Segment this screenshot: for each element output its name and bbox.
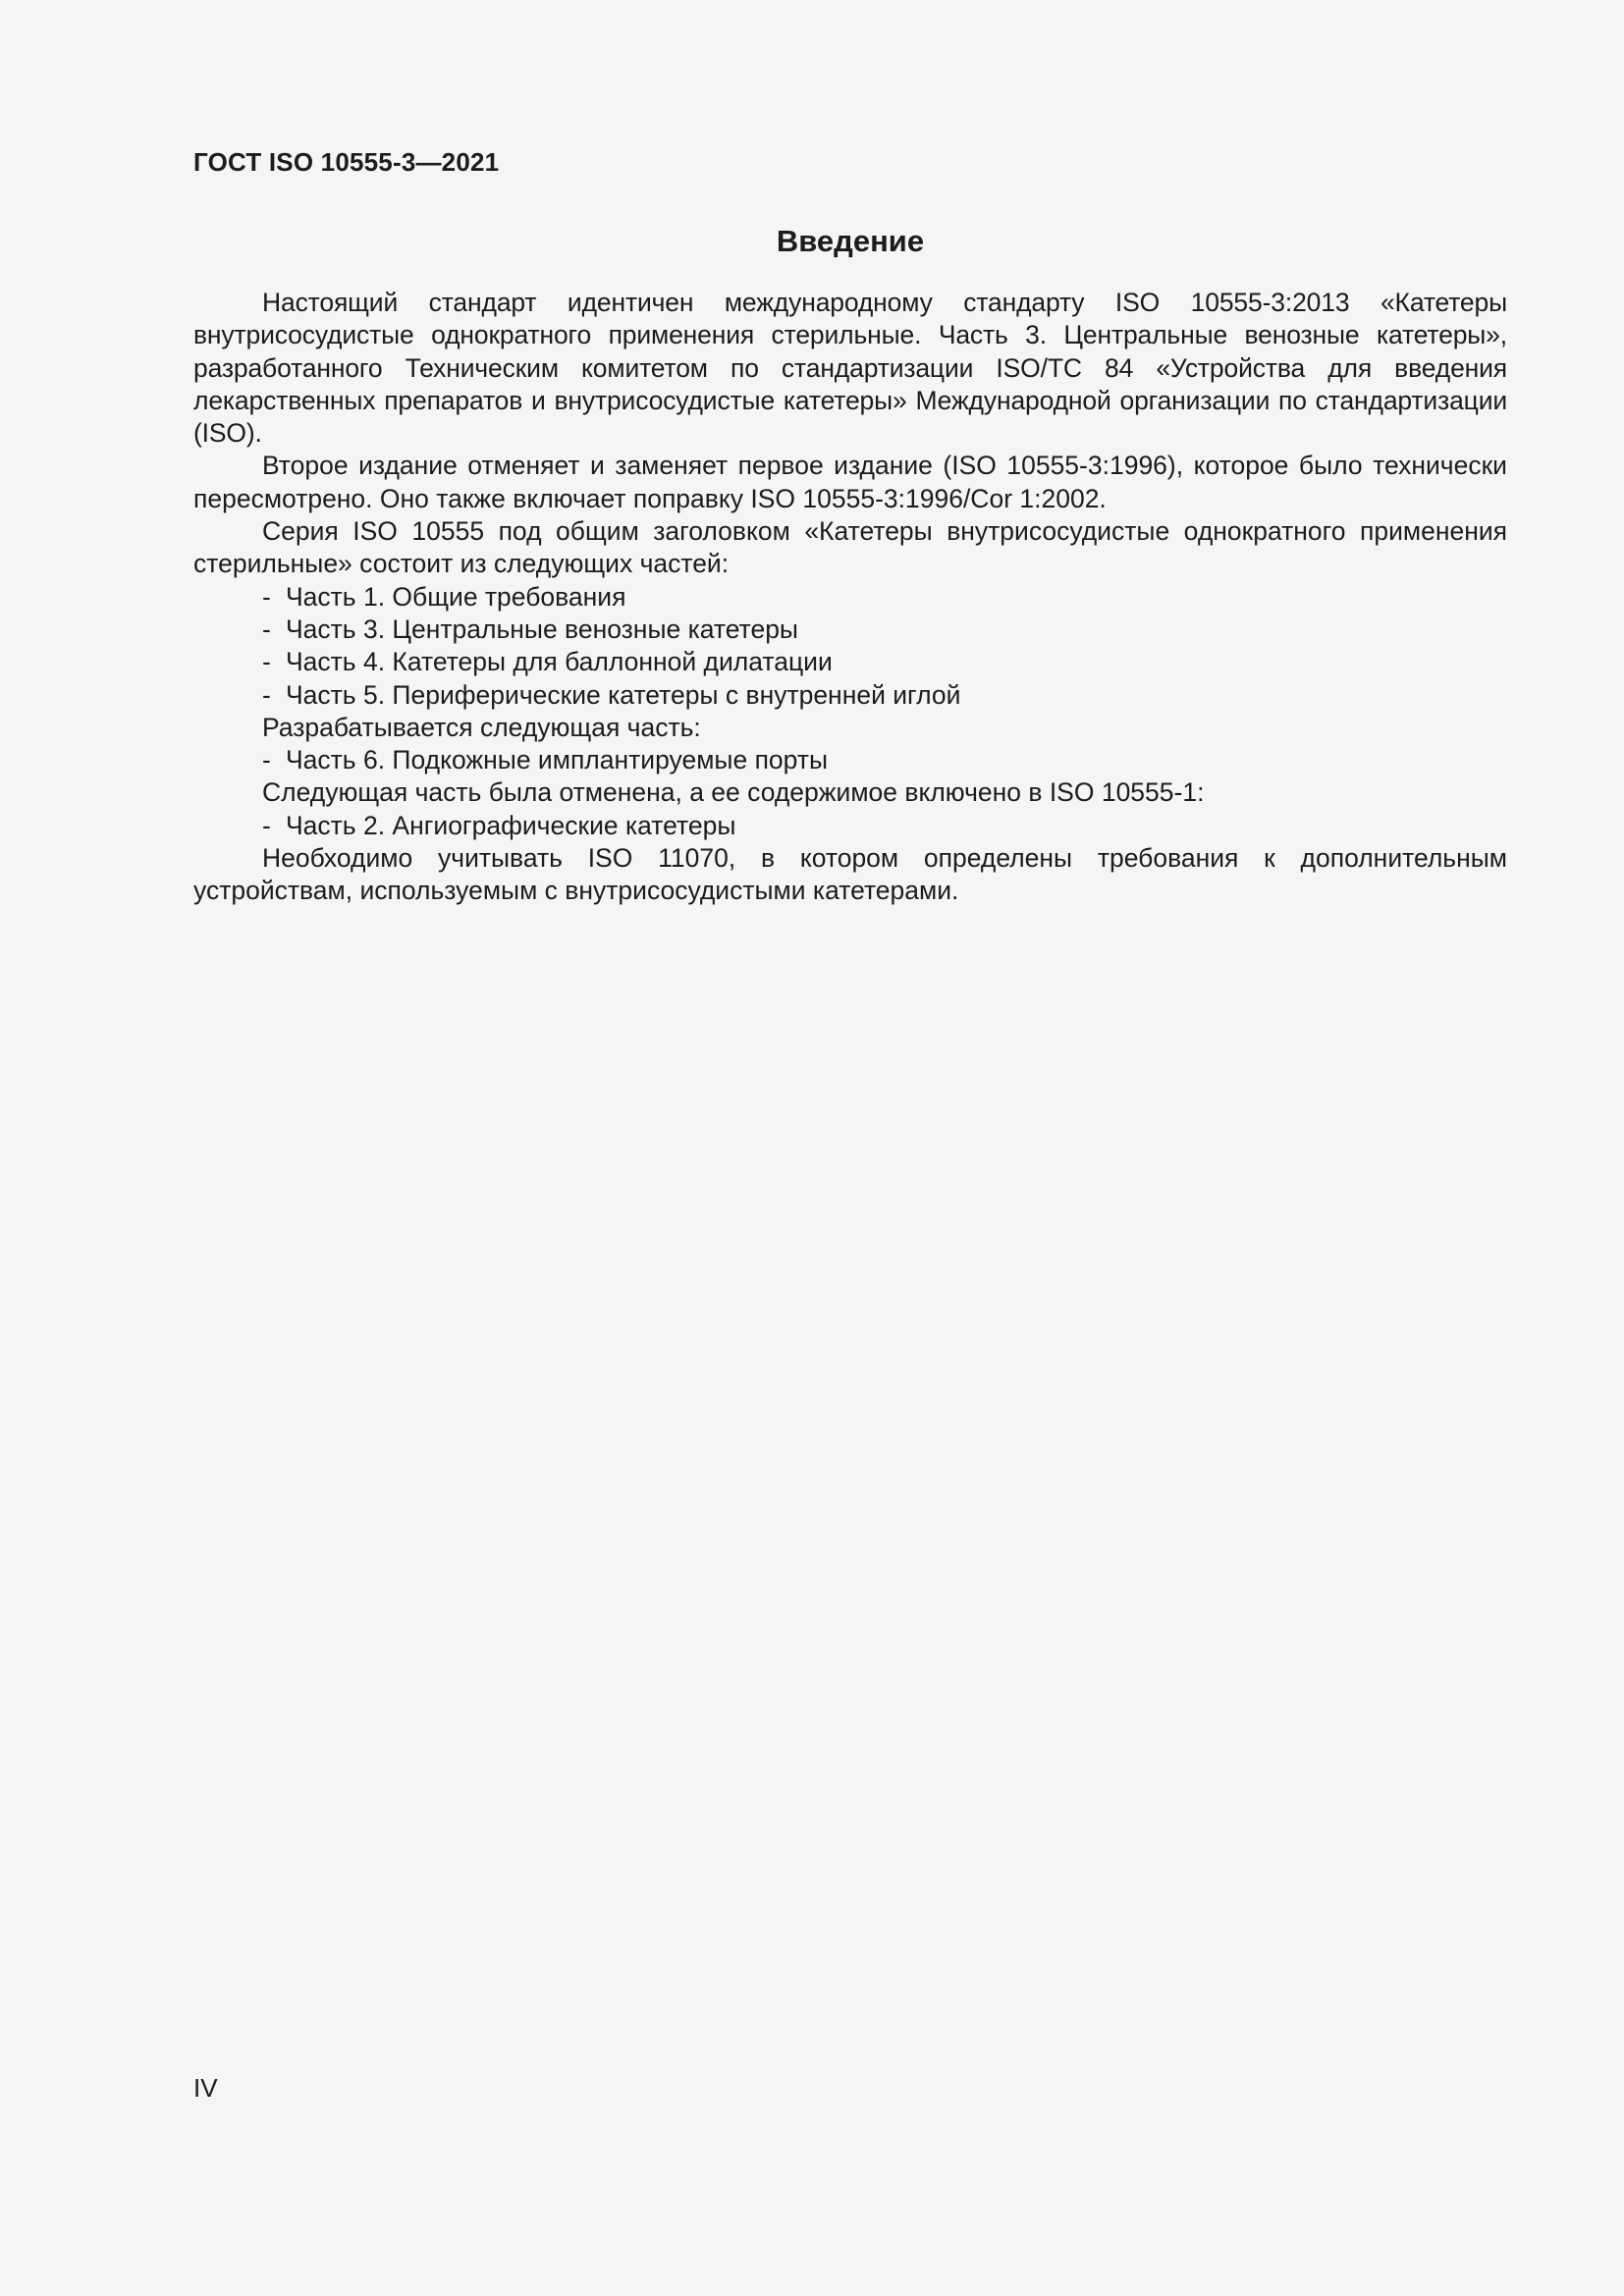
list-dash: - — [262, 810, 271, 840]
paragraph-edition: Второе издание отменяет и заменяет первое издание (ISO 10555-3:1996), которое было технически пересмотрено. Оно также включает поправку ISO 10555-3:1996/Cor 1:2002. — [193, 451, 1507, 513]
section-title: Введение — [776, 224, 925, 258]
page-number: IV — [193, 2073, 218, 2103]
list-dash: - — [262, 679, 271, 710]
list-item — [193, 810, 1507, 842]
list-dash: - — [262, 647, 271, 677]
paragraph-series: Серия ISO 10555 под общим заголовком «Катетеры внутрисосудистые однократного применения стерильные» состоит из следующих частей: — [193, 516, 1507, 579]
list-item-text: Часть 3. Центральные венозные катетеры — [286, 614, 798, 644]
list-item-text: Часть 2. Ангиографические катетеры — [286, 810, 736, 840]
list-item-text: Часть 1. Общие требования — [286, 581, 626, 612]
paragraph-accessories: Необходимо учитывать ISO 11070, в котором определены требования к дополнительным устройствам, используемым с внутрисосудистыми катетерами. — [193, 843, 1507, 906]
list-item — [193, 581, 1507, 614]
developing-list — [193, 744, 1507, 776]
parts-list — [193, 581, 1507, 712]
list-item-text: Часть 5. Периферические катетеры с внутренней иглой — [286, 679, 961, 710]
paragraph-withdrawn: Следующая часть была отменена, а ее содержимое включено в ISO 10555-1: — [262, 777, 1205, 808]
list-item-text: Часть 6. Подкожные имплантируемые порты — [286, 745, 828, 775]
list-item-text: Часть 4. Катетеры для баллонной дилатации — [286, 647, 833, 677]
document-header: ГОСТ ISO 10555-3—2021 — [193, 147, 500, 177]
paragraph-developing: Разрабатывается следующая часть: — [262, 712, 701, 742]
introduction-body — [193, 287, 1507, 908]
list-dash: - — [262, 745, 271, 775]
list-dash: - — [262, 581, 271, 612]
list-dash: - — [262, 614, 271, 644]
withdrawn-list — [193, 810, 1507, 842]
list-item — [193, 614, 1507, 646]
list-item — [193, 744, 1507, 776]
list-item — [193, 646, 1507, 678]
list-item — [193, 679, 1507, 712]
paragraph-identity: Настоящий стандарт идентичен международному стандарту ISO 10555-3:2013 «Катетеры внутрисосудистые однократного применения стерильные. Часть 3. Центральные венозные катетеры», разработанного Техническим комитетом по стандартизации ISO/TC 84 «Устройства для введения лекарственных препаратов и внутрисосудистые катетеры» Международной организации по стандартизации (ISO). — [193, 288, 1507, 449]
